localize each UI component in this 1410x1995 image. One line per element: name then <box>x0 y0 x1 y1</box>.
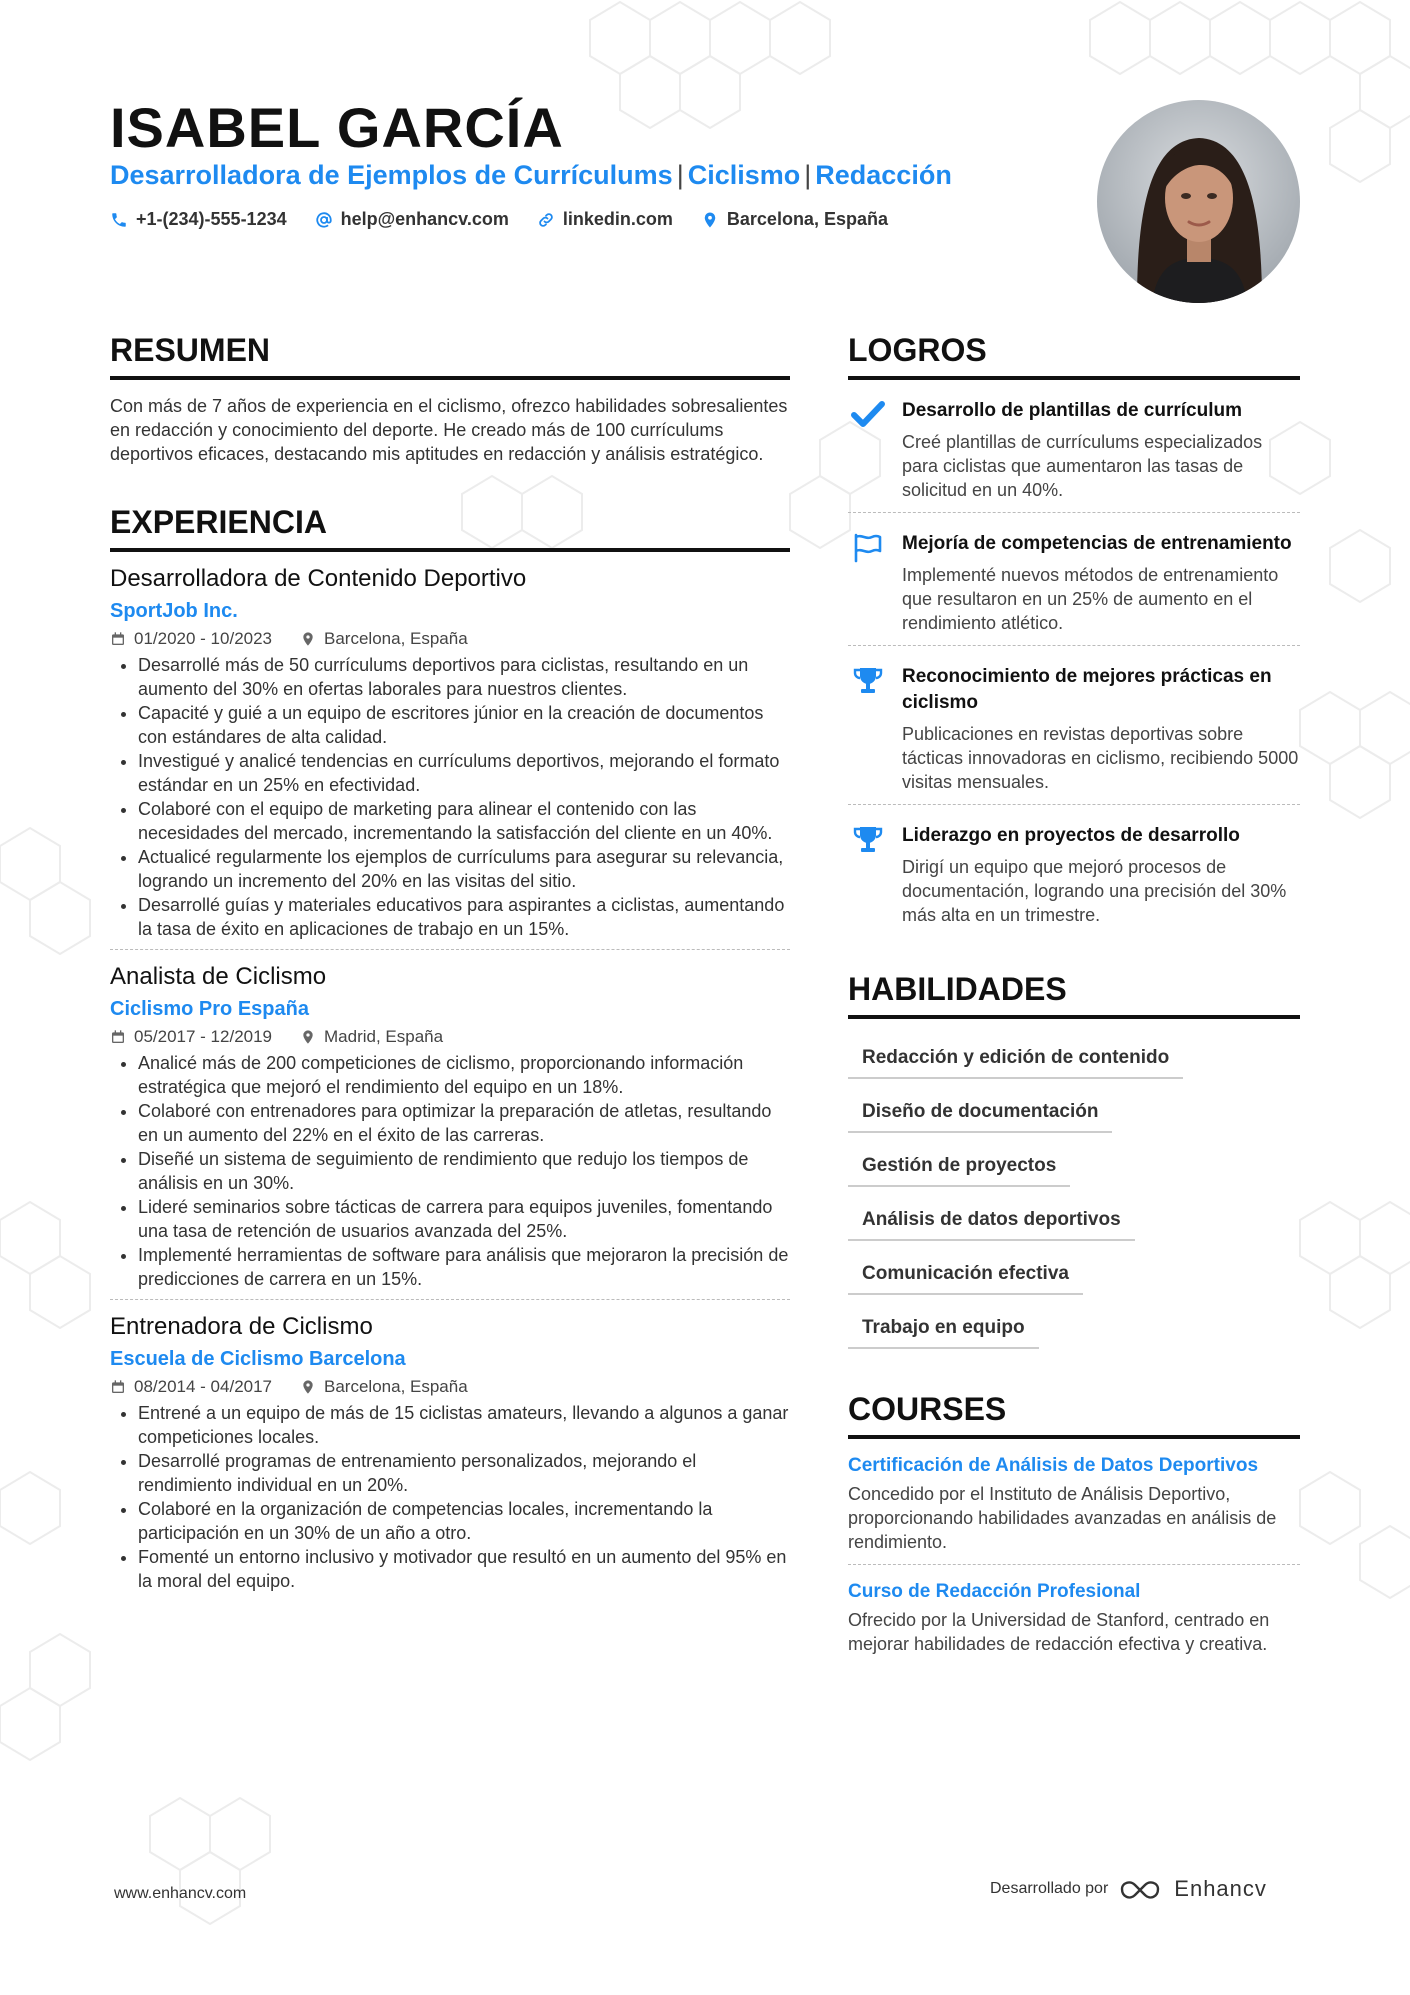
company-name: Ciclismo Pro España <box>110 998 309 1020</box>
job-location <box>300 1027 443 1047</box>
job-dates <box>110 1027 272 1047</box>
headline <box>110 160 952 191</box>
company-name: SportJob Inc. <box>110 600 238 622</box>
job-location-text: Madrid, España <box>324 1027 444 1046</box>
footer-website[interactable]: www.enhancv.com <box>114 1885 247 1902</box>
brand-name: Enhancv <box>1174 1876 1267 1901</box>
job-location-text: Barcelona, España <box>324 1377 468 1396</box>
skills-list <box>848 1019 1300 1353</box>
location-pin-icon <box>300 631 316 647</box>
job-bullet: • Colaboré con entrenadores para optimizar la preparación de atletas, resultando en un aumento del 22% en el éxito de las carreras. <box>138 1099 790 1147</box>
job-entry <box>110 962 790 1300</box>
trophy-icon-wrap <box>848 664 888 794</box>
achievement-desc: Implementé nuevos métodos de entrenamiento que resultaron en un 25% de aumento en el rendimiento atlético. <box>902 565 1279 633</box>
courses-list <box>848 1439 1300 1666</box>
phone-icon <box>110 211 128 229</box>
location-pin-icon <box>701 211 719 229</box>
job-bullet: • Actualicé regularmente los ejemplos de currículums para asegurar su relevancia, logrando un incremento del 20% en las visitas del sitio. <box>138 845 790 893</box>
calendar-icon <box>110 631 126 647</box>
email-text: help@enhancv.com <box>340 209 509 229</box>
course-item <box>848 1439 1300 1565</box>
skill-tag: Comunicación efectiva <box>848 1253 1083 1295</box>
achievement-title: Reconocimiento de mejores prácticas en ciclismo <box>902 666 1272 713</box>
contact-email[interactable] <box>315 209 509 230</box>
skills-heading: HABILIDADES <box>848 969 1300 1019</box>
job-dates <box>110 1377 272 1397</box>
achievement-title: Liderazgo en proyectos de desarrollo <box>902 825 1240 846</box>
check-icon <box>851 400 885 430</box>
job-bullet: • Implementé herramientas de software para análisis que mejoraron la precisión de predicciones de carrera en un 15%. <box>138 1243 790 1291</box>
company-name: Escuela de Ciclismo Barcelona <box>110 1348 406 1370</box>
powered-by-text: Desarrollado por <box>990 1880 1109 1897</box>
job-dates <box>110 629 272 649</box>
course-desc: Ofrecido por la Universidad de Stanford, centrado en mejorar habilidades de redacción efectiva y creativa. <box>848 1610 1270 1654</box>
phone-text: +1-(234)-555-1234 <box>136 209 287 229</box>
job-dates-text: 01/2020 - 10/2023 <box>134 629 273 648</box>
job-bullet: • Desarrollé programas de entrenamiento personalizados, mejorando el rendimiento individual en un 20%. <box>138 1449 790 1497</box>
footer-branding <box>990 1876 1267 1902</box>
job-bullet: • Capacité y guié a un equipo de escritores júnior en la creación de documentos con estándares de alta calidad. <box>138 701 790 749</box>
job-title: Entrenadora de Ciclismo <box>110 1313 373 1340</box>
trophy-icon <box>851 825 885 855</box>
summary-text: Con más de 7 años de experiencia en el ciclismo, ofrezco habilidades sobresalientes en redacción y conocimiento del deporte. He creado más de 100 currículums deportivos eficaces, destacando mis aptitudes en redacción y análisis estratégico. <box>110 396 788 464</box>
job-bullets <box>110 1051 790 1291</box>
course-title: Certificación de Análisis de Datos Deportivos <box>848 1455 1259 1476</box>
location-pin-icon <box>300 1029 316 1045</box>
job-location <box>300 629 468 649</box>
courses-heading: COURSES <box>848 1389 1300 1439</box>
location-pin-icon <box>300 1379 316 1395</box>
achievement-desc: Creé plantillas de currículums especializados para ciclistas que aumentaron las tasas de solicitud en un 40%. <box>902 432 1263 500</box>
achievement-item <box>848 805 1300 937</box>
at-icon <box>315 211 333 229</box>
experience-list <box>110 564 790 1601</box>
job-bullet: • Fomenté un entorno inclusivo y motivador que resultó en un aumento del 95% en la moral del equipo. <box>138 1545 790 1593</box>
job-bullet: • Colaboré en la organización de competencias locales, incrementando la participación en un 30% de un año a otro. <box>138 1497 790 1545</box>
summary-heading: RESUMEN <box>110 330 790 380</box>
profile-photo <box>1097 100 1300 303</box>
job-meta <box>110 629 790 649</box>
headline-separator: | <box>804 160 812 190</box>
job-bullets <box>110 1401 790 1593</box>
headline-skill: Redacción <box>815 160 952 190</box>
skill-tag: Diseño de documentación <box>848 1091 1112 1133</box>
calendar-icon <box>110 1029 126 1045</box>
job-bullet: • Investigué y analicé tendencias en currículums deportivos, mejorando el formato estándar en un 25% en efectividad. <box>138 749 790 797</box>
achievements-list <box>848 380 1300 937</box>
course-desc: Concedido por el Instituto de Análisis Deportivo, proporcionando habilidades avanzadas en análisis de rendimiento. <box>848 1484 1277 1552</box>
job-bullet: • Colaboré con el equipo de marketing para alinear el contenido con las necesidades del mercado, incrementando la satisfacción del cliente en un 40%. <box>138 797 790 845</box>
job-entry <box>110 564 790 950</box>
job-entry <box>110 1312 790 1601</box>
candidate-name: ISABEL GARCÍA <box>110 96 564 159</box>
skill-tag: Análisis de datos deportivos <box>848 1199 1135 1241</box>
contact-linkedin[interactable] <box>537 209 673 230</box>
location-text: Barcelona, España <box>726 209 888 229</box>
job-bullet: • Desarrollé más de 50 currículums deportivos para ciclistas, resultando en un aumento del 30% en ofertas laborales para nuestros clientes. <box>138 653 790 701</box>
flag-icon <box>851 533 885 563</box>
trophy-icon-wrap <box>848 823 888 927</box>
achievement-title: Desarrollo de plantillas de currículum <box>902 400 1242 421</box>
contact-phone[interactable] <box>110 209 287 230</box>
job-dates-text: 05/2017 - 12/2019 <box>134 1027 273 1046</box>
left-column <box>110 330 790 1611</box>
job-title: Analista de Ciclismo <box>110 963 327 990</box>
trophy-icon <box>851 666 885 696</box>
job-title: Desarrolladora de Contenido Deportivo <box>110 565 527 592</box>
skill-tag: Trabajo en equipo <box>848 1307 1039 1349</box>
job-location-text: Barcelona, España <box>324 629 468 648</box>
job-bullet: • Analicé más de 200 competiciones de ciclismo, proporcionando información estratégica que mejoró el rendimiento del equipo en un 18%. <box>138 1051 790 1099</box>
contact-location <box>701 209 888 230</box>
course-title: Curso de Redacción Profesional <box>848 1581 1141 1602</box>
job-dates-text: 08/2014 - 04/2017 <box>134 1377 273 1396</box>
link-icon <box>537 211 555 229</box>
right-column <box>848 330 1300 1666</box>
headline-separator: | <box>676 160 684 190</box>
achievement-desc: Publicaciones en revistas deportivas sobre tácticas innovadoras en ciclismo, recibiendo 5000 visitas mensuales. <box>902 724 1299 792</box>
course-item <box>848 1565 1300 1666</box>
achievement-item <box>848 513 1300 646</box>
job-bullet: • Desarrollé guías y materiales educativos para aspirantes a ciclistas, aumentando la tasa de éxito en aplicaciones de trabajo en un 15%. <box>138 893 790 941</box>
achievement-item <box>848 380 1300 513</box>
job-meta <box>110 1377 790 1397</box>
achievements-heading: LOGROS <box>848 330 1300 380</box>
flag-icon-wrap <box>848 531 888 635</box>
achievement-item <box>848 646 1300 805</box>
skill-tag: Redacción y edición de contenido <box>848 1037 1183 1079</box>
check-icon-wrap <box>848 398 888 502</box>
headline-role: Desarrolladora de Ejemplos de Currículums <box>110 160 673 190</box>
job-bullets <box>110 653 790 941</box>
achievement-title: Mejoría de competencias de entrenamiento <box>902 533 1292 554</box>
job-bullet: • Lideré seminarios sobre tácticas de carrera para equipos juveniles, fomentando una tasa de retención de usuarios avanzada del 25%. <box>138 1195 790 1243</box>
contact-bar <box>110 209 888 230</box>
achievement-desc: Dirigí un equipo que mejoró procesos de documentación, logrando una precisión del 30% más alta en un trimestre. <box>902 857 1287 925</box>
job-bullet: • Diseñé un sistema de seguimiento de rendimiento que redujo los tiempos de análisis en un 30%. <box>138 1147 790 1195</box>
experience-heading: EXPERIENCIA <box>110 502 790 552</box>
linkedin-text: linkedin.com <box>562 209 673 229</box>
job-meta <box>110 1027 790 1047</box>
job-bullet: • Entrené a un equipo de más de 15 ciclistas amateurs, llevando a algunos a ganar competiciones locales. <box>138 1401 790 1449</box>
calendar-icon <box>110 1379 126 1395</box>
enhancv-logo-icon <box>1118 1876 1164 1902</box>
headline-field: Ciclismo <box>687 160 801 190</box>
skill-tag: Gestión de proyectos <box>848 1145 1070 1187</box>
job-location <box>300 1377 468 1397</box>
